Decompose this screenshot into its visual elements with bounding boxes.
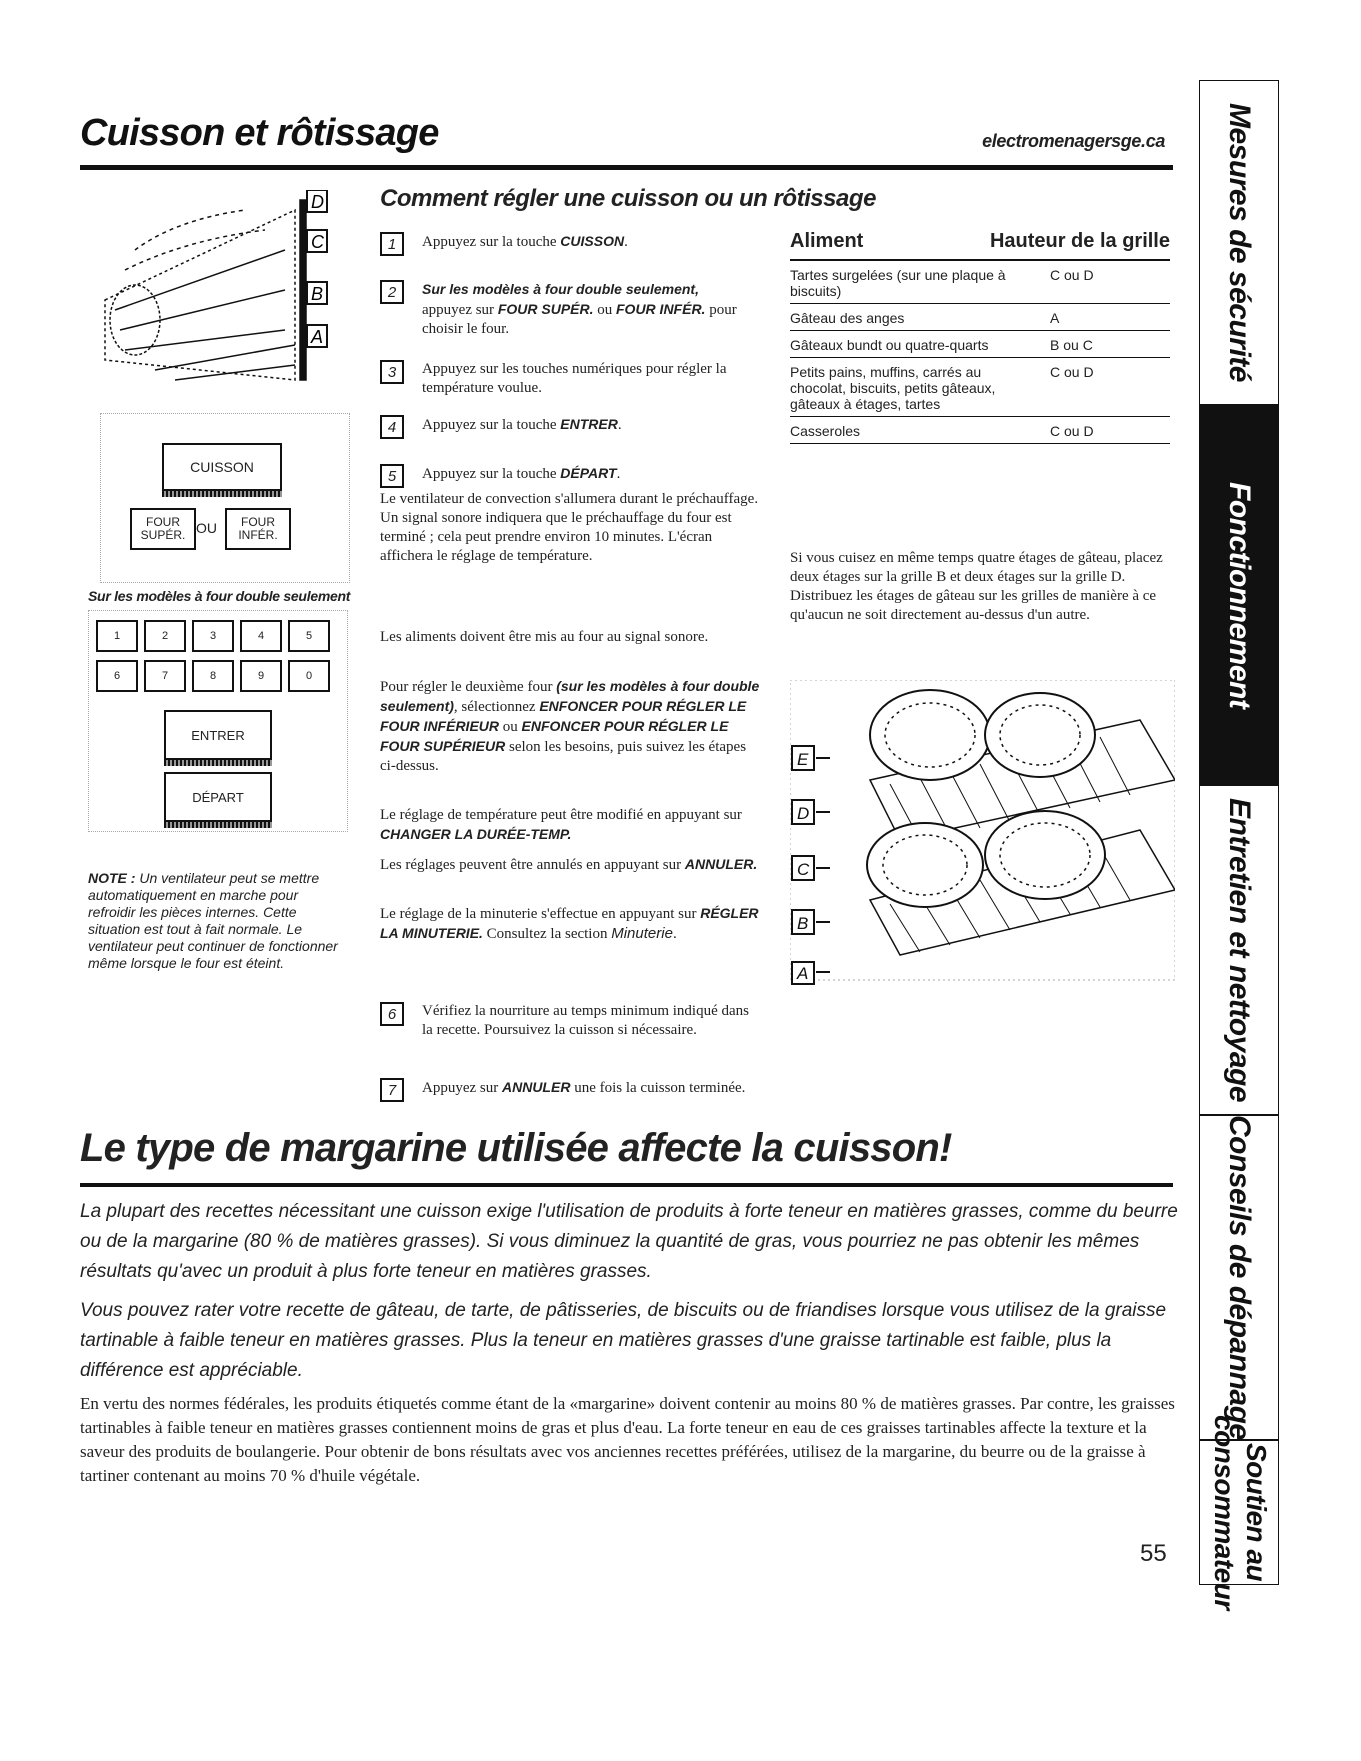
note-text: Un ventilateur peut se mettre automatiquement en marche pour refroidir les pièces internes. Cette situation est tout à fait normale. Le ventilateur peut continuer de fonctionner même lorsque le four est éteint. bbox=[88, 870, 338, 971]
step-5: 5 Appuyez sur la touche DÉPART. bbox=[380, 464, 750, 484]
note bbox=[88, 870, 348, 972]
four-infer-key[interactable]: FOUR INFÉR. bbox=[225, 508, 291, 550]
rack-letter: A bbox=[797, 964, 809, 983]
table-row: Petits pains, muffins, carrés au chocolat, biscuits, petits gâteaux, gâteaux à étages, tartes C ou D bbox=[790, 358, 1170, 417]
paragraph-change-temp: Le réglage de température peut être modifié en appuyant sur CHANGER LA DURÉE-TEMP. bbox=[380, 807, 742, 842]
tab-entretien-et-nettoyage[interactable] bbox=[1199, 785, 1279, 1115]
four-super-key[interactable]: FOUR SUPÉR. bbox=[130, 508, 196, 550]
depart-key[interactable]: DÉPART bbox=[164, 772, 272, 822]
rack-letter: E bbox=[797, 750, 809, 769]
tab-label: Entretien et nettoyage bbox=[1223, 797, 1256, 1103]
rack-letter: B bbox=[311, 284, 324, 304]
page-title: Cuisson et rôtissage bbox=[80, 112, 439, 154]
tab-conseils-de-depannage[interactable] bbox=[1199, 1115, 1279, 1440]
rack-letter: C bbox=[311, 232, 324, 252]
step-1: 1 Appuyez sur la touche CUISSON. bbox=[380, 232, 750, 252]
key-5[interactable]: 5 bbox=[288, 620, 330, 652]
step-number: 6 bbox=[380, 1002, 404, 1026]
tab-mesures-de-securite[interactable] bbox=[1199, 80, 1279, 405]
rack-layers-illustration bbox=[790, 680, 1175, 985]
key-3[interactable]: 3 bbox=[192, 620, 234, 652]
page-number: 55 bbox=[1140, 1540, 1167, 1567]
step-3: 3 Appuyez sur les touches numériques pour régler la température voulue. bbox=[380, 360, 750, 398]
site-url: electromenagersge.ca bbox=[982, 131, 1165, 151]
numeric-keypad bbox=[96, 620, 336, 700]
tab-label: Conseils de dépannage bbox=[1223, 1115, 1256, 1440]
table-header bbox=[790, 230, 1170, 261]
step-2: 2 Sur les modèles à four double seulement, appuyez sur FOUR SUPÉR. ou FOUR INFÉR. pour choisir le four. bbox=[380, 280, 750, 339]
paragraph-preheat: Le ventilateur de convection s'allumera durant le préchauffage. Un signal sonore indiquera que le préchauffage du four est terminé ; cela peut prendre environ 10 minutes. L'écran affichera le réglage de température. bbox=[380, 491, 759, 564]
sidebar-tabs bbox=[1199, 80, 1281, 1610]
step-number: 5 bbox=[380, 464, 404, 488]
step-number: 1 bbox=[380, 232, 404, 256]
note-label: NOTE : bbox=[88, 870, 136, 886]
margarine-paragraph-2: Vous pouvez rater votre recette de gâteau, de tarte, de pâtisseries, de biscuits ou de friandises lorsque vous utilisez de la graisse tartinable à faible teneur en matières grasses. Plus la teneur en matières grasses d'une graisse tartinable est faible, plus la différence est appréciable. bbox=[80, 1300, 1167, 1381]
key-0[interactable]: 0 bbox=[288, 660, 330, 692]
key-9[interactable]: 9 bbox=[240, 660, 282, 692]
step-number: 3 bbox=[380, 360, 404, 384]
key-2[interactable]: 2 bbox=[144, 620, 186, 652]
table-row: Casseroles C ou D bbox=[790, 417, 1170, 444]
key-7[interactable]: 7 bbox=[144, 660, 186, 692]
paragraph-cancel: Les réglages peuvent être annulés en appuyant sur ANNULER. bbox=[380, 856, 758, 873]
header-aliment: Aliment bbox=[790, 230, 864, 252]
key-6[interactable]: 6 bbox=[96, 660, 138, 692]
rack-letter: B bbox=[797, 914, 809, 933]
oven-racks-illustration bbox=[95, 190, 335, 400]
tab-label-line2: consommateur bbox=[1209, 1415, 1240, 1610]
key-1[interactable]: 1 bbox=[96, 620, 138, 652]
section-rule bbox=[80, 1183, 1173, 1187]
header-hauteur: Hauteur de la grille bbox=[989, 230, 1170, 252]
paragraph-second-oven: Pour régler le deuxième four (sur les modèles à four double seulement), sélectionnez ENFONCER POUR RÉGLER LE FOUR INFÉRIEUR ou ENFONCER POUR RÉGLER LE FOUR SUPÉRIEUR selon les besoins, puis suivez les étapes ci-dessus. bbox=[380, 678, 760, 774]
instructions-title: Comment régler une cuisson ou un rôtissage bbox=[380, 185, 876, 212]
margarine-paragraph-3: En vertu des normes fédérales, les produits étiquetés comme étant de la «margarine» doivent contenir au moins 80 % de matières grasses. Par contre, les graisses tartinables à faible teneur en matières grasses contiennent moins de gras et plus d'eau. La forte teneur en eau de ces graisses tartinables affecte la texture et la saveur des produits de boulangerie. Pour obtenir de bons résultats avec vos anciennes recettes préférées, utilisez de la margarine, du beurre ou de la graisse à tartiner contenant au moins 70 % d'huile végétale. bbox=[80, 1394, 1175, 1485]
keypad-row-1 bbox=[96, 620, 336, 652]
rack-letter: A bbox=[311, 327, 324, 347]
entrer-key[interactable]: ENTRER bbox=[164, 710, 272, 760]
cuisson-key[interactable]: CUISSON bbox=[162, 443, 282, 491]
step-number: 7 bbox=[380, 1078, 404, 1102]
tab-label-line1: Soutien au bbox=[1241, 1443, 1272, 1582]
step-7: 7 Appuyez sur ANNULER une fois la cuisson terminée. bbox=[380, 1078, 750, 1098]
tab-label: Fonctionnement bbox=[1223, 481, 1256, 709]
header-rule bbox=[80, 165, 1173, 170]
margarine-title: Le type de margarine utilisée affecte la cuisson! bbox=[80, 1126, 952, 1170]
key-4[interactable]: 4 bbox=[240, 620, 282, 652]
key-8[interactable]: 8 bbox=[192, 660, 234, 692]
margarine-paragraph-1: La plupart des recettes nécessitant une cuisson exige l'utilisation de produits à forte teneur en matières grasses, comme du beurre ou de la margarine (80 % de matières grasses). Si vous diminuez la quantité de gras, vous pourriez ne pas obtenir les mêmes résultats qu'avec un produit à plus forte teneur en matières grasses. bbox=[80, 1201, 1178, 1282]
paragraph-signal: Les aliments doivent être mis au four au signal sonore. bbox=[380, 629, 709, 645]
step-number: 4 bbox=[380, 415, 404, 439]
rack-letter: C bbox=[797, 860, 810, 879]
rack-position-table bbox=[790, 230, 1170, 444]
panel-caption: Sur les modèles à four double seulement bbox=[88, 588, 351, 604]
keypad-row-2 bbox=[96, 660, 336, 692]
rack-letter: D bbox=[311, 192, 324, 212]
table-row: Gâteau des anges A bbox=[790, 304, 1170, 331]
tab-fonctionnement[interactable] bbox=[1199, 405, 1279, 785]
panel-background bbox=[100, 413, 350, 583]
table-row: Gâteaux bundt ou quatre-quarts B ou C bbox=[790, 331, 1170, 358]
paragraph-timer: Le réglage de la minuterie s'effectue en appuyant sur RÉGLER LA MINUTERIE. Consultez la section Minuterie. bbox=[380, 905, 759, 942]
ou-label: OU bbox=[196, 520, 217, 536]
table-row: Tartes surgelées (sur une plaque à biscuits) C ou D bbox=[790, 261, 1170, 304]
step-number: 2 bbox=[380, 280, 404, 304]
tab-soutien-au-consommateur[interactable] bbox=[1199, 1415, 1279, 1610]
cake-layers-note: Si vous cuisez en même temps quatre étages de gâteau, placez deux étages sur la grille B et deux étages sur la grille D. Distribuez les étages de gâteau sur les grilles de manière à ce qu'aucun ne soit directement au-dessus d'un autre. bbox=[790, 550, 1163, 623]
step-4: 4 Appuyez sur la touche ENTRER. bbox=[380, 415, 750, 435]
rack-letter: D bbox=[797, 804, 810, 823]
step-6: 6 Vérifiez la nourriture au temps minimum indiqué dans la recette. Poursuivez la cuisson si nécessaire. bbox=[380, 1002, 750, 1040]
tab-label: Mesures de sécurité bbox=[1223, 103, 1256, 382]
